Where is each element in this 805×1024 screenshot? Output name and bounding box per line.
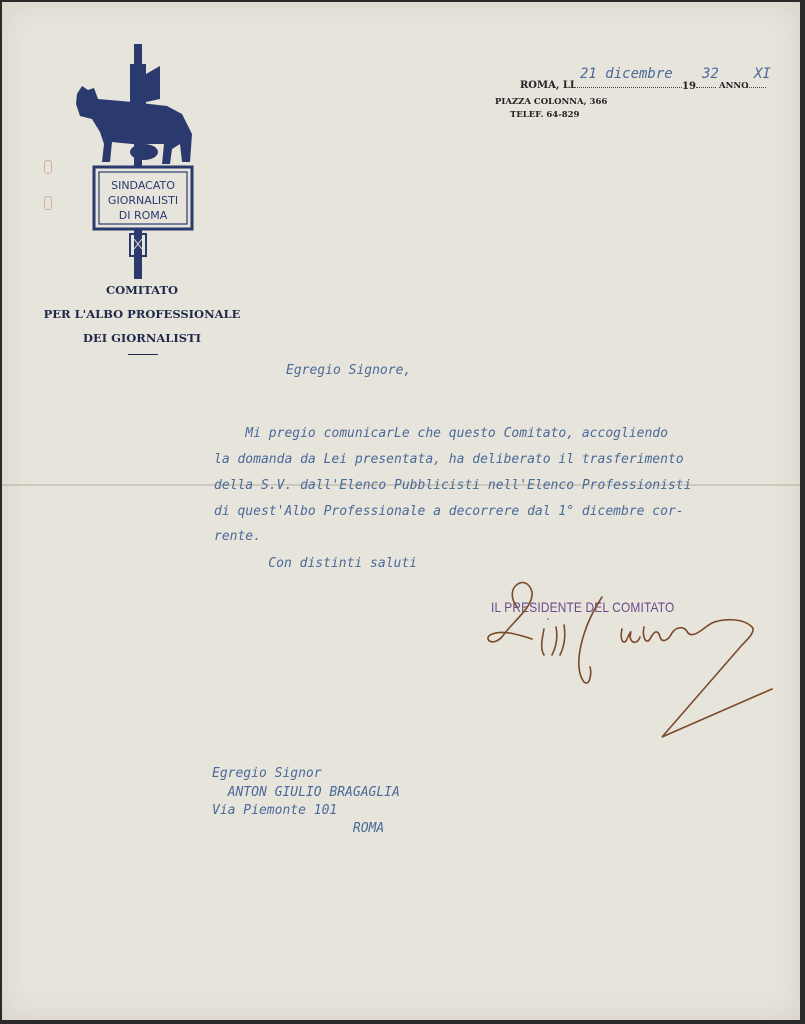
address: PIAZZA COLONNA, 366	[495, 97, 608, 107]
committee-line-3: DEI GIORNALISTI	[82, 331, 202, 345]
date-year: 32	[702, 66, 719, 82]
body-line-3: della S.V. dall'Elenco Pubblicisti nell'Elenco Professionisti	[214, 478, 692, 493]
committee-line-1: COMITATO	[105, 283, 179, 297]
logo-line-2: GIORNALISTI	[107, 194, 179, 207]
closing: Con distinti saluti	[237, 556, 418, 571]
date-dots	[574, 86, 682, 88]
salutation: Egregio Signore,	[286, 363, 412, 378]
date-day-month: 21 dicembre	[580, 66, 673, 82]
logo-line-3: DI ROMA	[118, 209, 168, 222]
recipient-city: ROMA	[212, 821, 385, 836]
committee-line-2: PER L'ALBO PROFESSIONALE	[43, 307, 241, 321]
letter-page	[2, 2, 800, 1020]
body-line-1: Mi pregio comunicarLe che questo Comitato, accogliendo	[214, 426, 668, 441]
logo-line-1: SINDACATO	[111, 179, 175, 192]
year-prefix: 19	[682, 81, 696, 92]
recipient-salutation: Egregio Signor	[212, 766, 322, 781]
phone: TELEF. 64-829	[510, 110, 580, 120]
president-stamp: IL PRESIDENTE DEL COMITATO	[491, 599, 675, 615]
she-wolf-logo	[72, 44, 202, 279]
body-line-2: la domanda da Lei presentata, ha deliberato il trasferimento	[214, 452, 684, 467]
handwritten-signature	[472, 567, 792, 757]
rust-mark	[44, 160, 52, 174]
recipient-name: ANTON GIULIO BRAGAGLIA	[212, 785, 400, 800]
place-label: ROMA, LI	[520, 80, 575, 91]
recipient-street: Via Piemonte 101	[212, 803, 338, 818]
body-line-5: rente.	[214, 529, 261, 544]
date-era: XI	[754, 66, 771, 82]
anno-label: ANNO	[719, 81, 749, 91]
rust-mark	[44, 196, 52, 210]
body-line-4: di quest'Albo Professionale a decorrere dal 1° dicembre cor-	[214, 504, 684, 519]
anno-dots	[746, 86, 766, 88]
year-dots	[696, 86, 716, 88]
header-rule	[128, 354, 158, 355]
